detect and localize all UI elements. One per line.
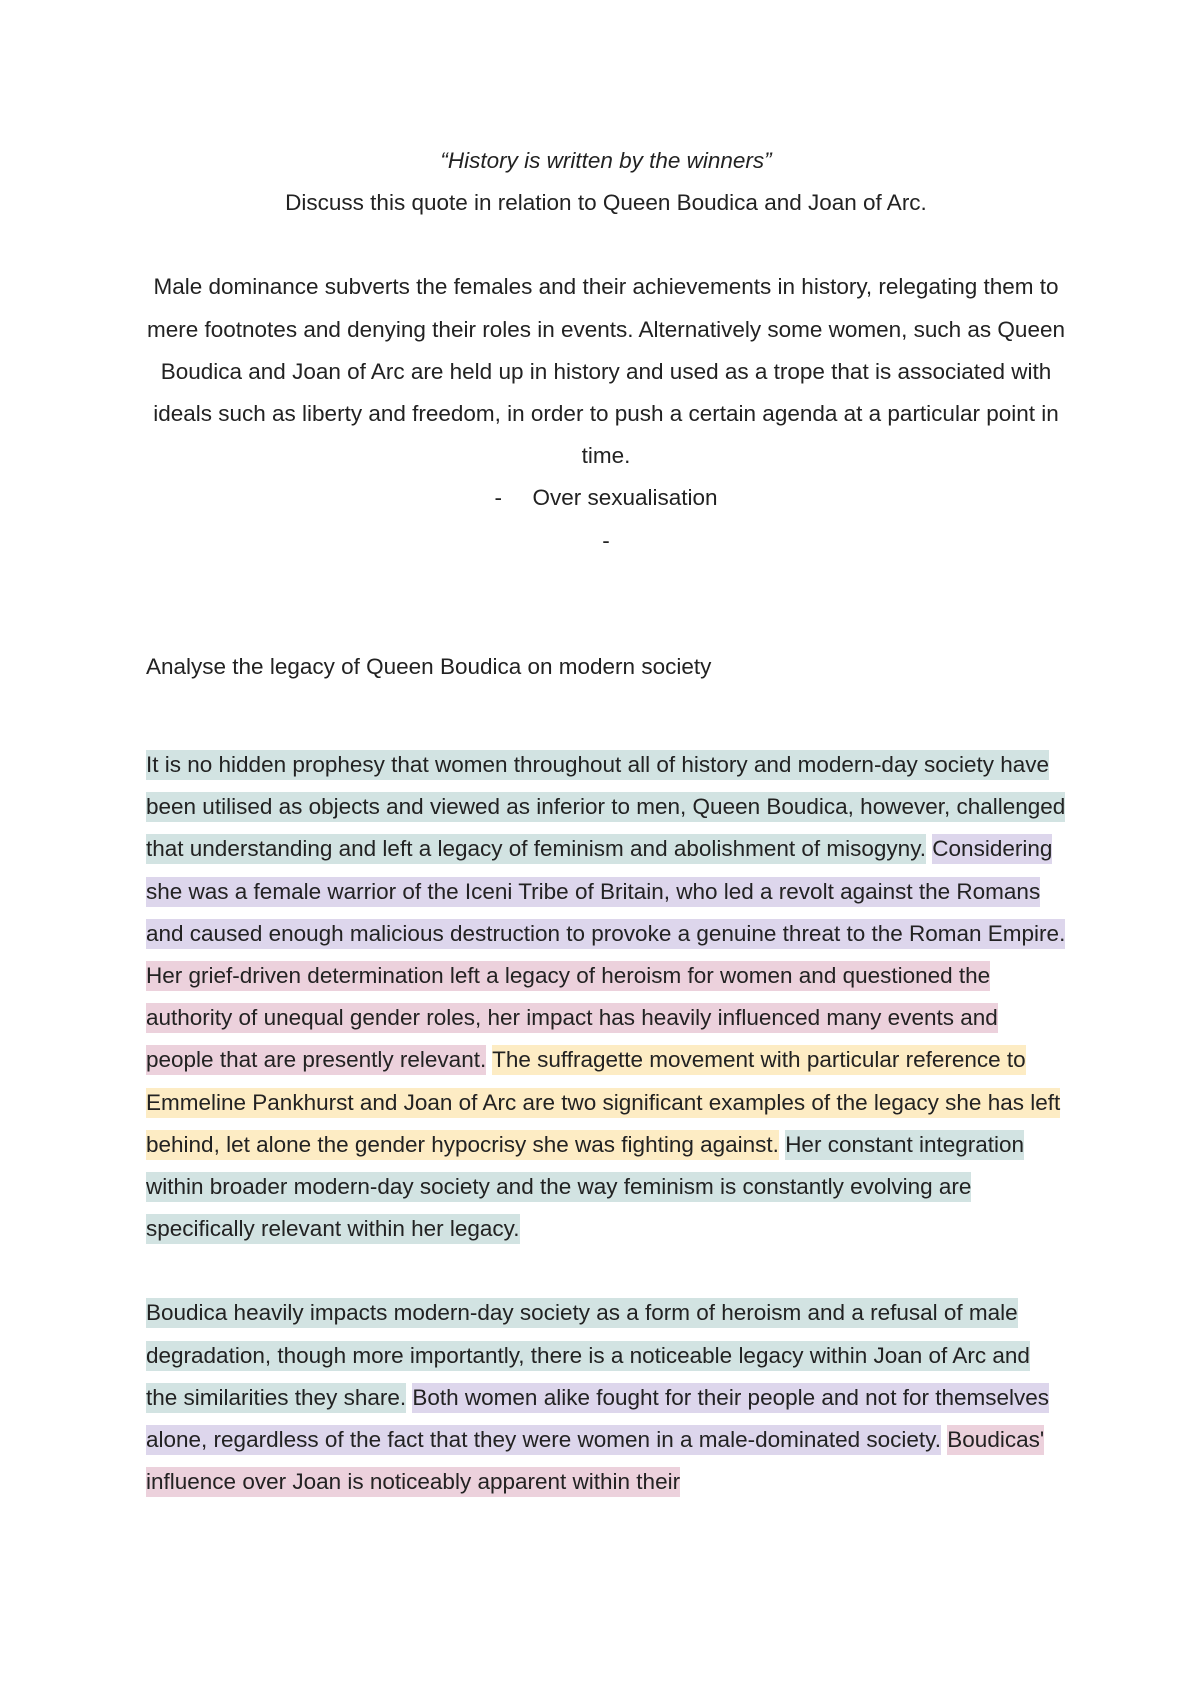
highlighted-sentence: Both women alike fought for their people and not for themselves alone, regardless of the fact that they were women in a male-dominated society. bbox=[146, 1383, 1049, 1455]
highlighted-sentence: Her constant integration within broader modern-day society and the way feminism is constantly evolving are specifically relevant within her legacy. bbox=[146, 1130, 1024, 1244]
paragraph-joan bbox=[146, 1292, 1066, 1503]
highlighted-sentence: Considering she was a female warrior of the Iceni Tribe of Britain, who led a revolt against the Romans and caused enough malicious destruction to provoke a genuine threat to the Roman Empire. bbox=[146, 834, 1065, 948]
paragraph-legacy bbox=[146, 744, 1066, 1250]
document-body bbox=[146, 140, 1066, 1503]
essay-prompt: Discuss this quote in relation to Queen Boudica and Joan of Arc. bbox=[285, 190, 927, 216]
highlighted-sentence: Boudica heavily impacts modern-day society as a form of heroism and a refusal of male degradation, though more importantly, there is a noticeable legacy within Joan of Arc and the similarities they share. bbox=[146, 1298, 1030, 1412]
intro-paragraph: Male dominance subverts the females and their achievements in history, relegating them to mere footnotes and denying their roles in events. Alternatively some women, such as Queen Boudica and Joan of Arc are held up in history and used as a trope that is associated with ideals such as liberty and freedom, in order to push a certain agenda at a particular point in time. bbox=[146, 274, 1065, 469]
dash-marker: - bbox=[494, 485, 502, 511]
highlighted-sentence: Her grief-driven determination left a legacy of heroism for women and questioned the authority of unequal gender roles, her impact has heavily influenced many events and people that are presently relevant. bbox=[146, 961, 998, 1075]
dash-marker: - bbox=[602, 527, 610, 553]
highlighted-sentence: Boudicas' influence over Joan is noticeably apparent within their bbox=[146, 1425, 1044, 1497]
analyse-heading: Analyse the legacy of Queen Boudica on modern society bbox=[146, 653, 712, 679]
essay-quote: “History is written by the winners” bbox=[440, 148, 772, 173]
bullet-item bbox=[146, 477, 1066, 519]
highlighted-sentence: The suffragette movement with particular reference to Emmeline Pankhurst and Joan of Arc are two significant examples of the legacy she has left behind, let alone the gender hypocrisy she was fighting against. bbox=[146, 1045, 1060, 1159]
bullet-item bbox=[146, 520, 1066, 562]
bullet-text: Over sexualisation bbox=[532, 485, 718, 511]
highlighted-sentence: It is no hidden prophesy that women throughout all of history and modern-day society have been utilised as objects and viewed as inferior to men, Queen Boudica, however, challenged that understanding and left a legacy of feminism and abolishment of misogyny. bbox=[146, 750, 1065, 864]
